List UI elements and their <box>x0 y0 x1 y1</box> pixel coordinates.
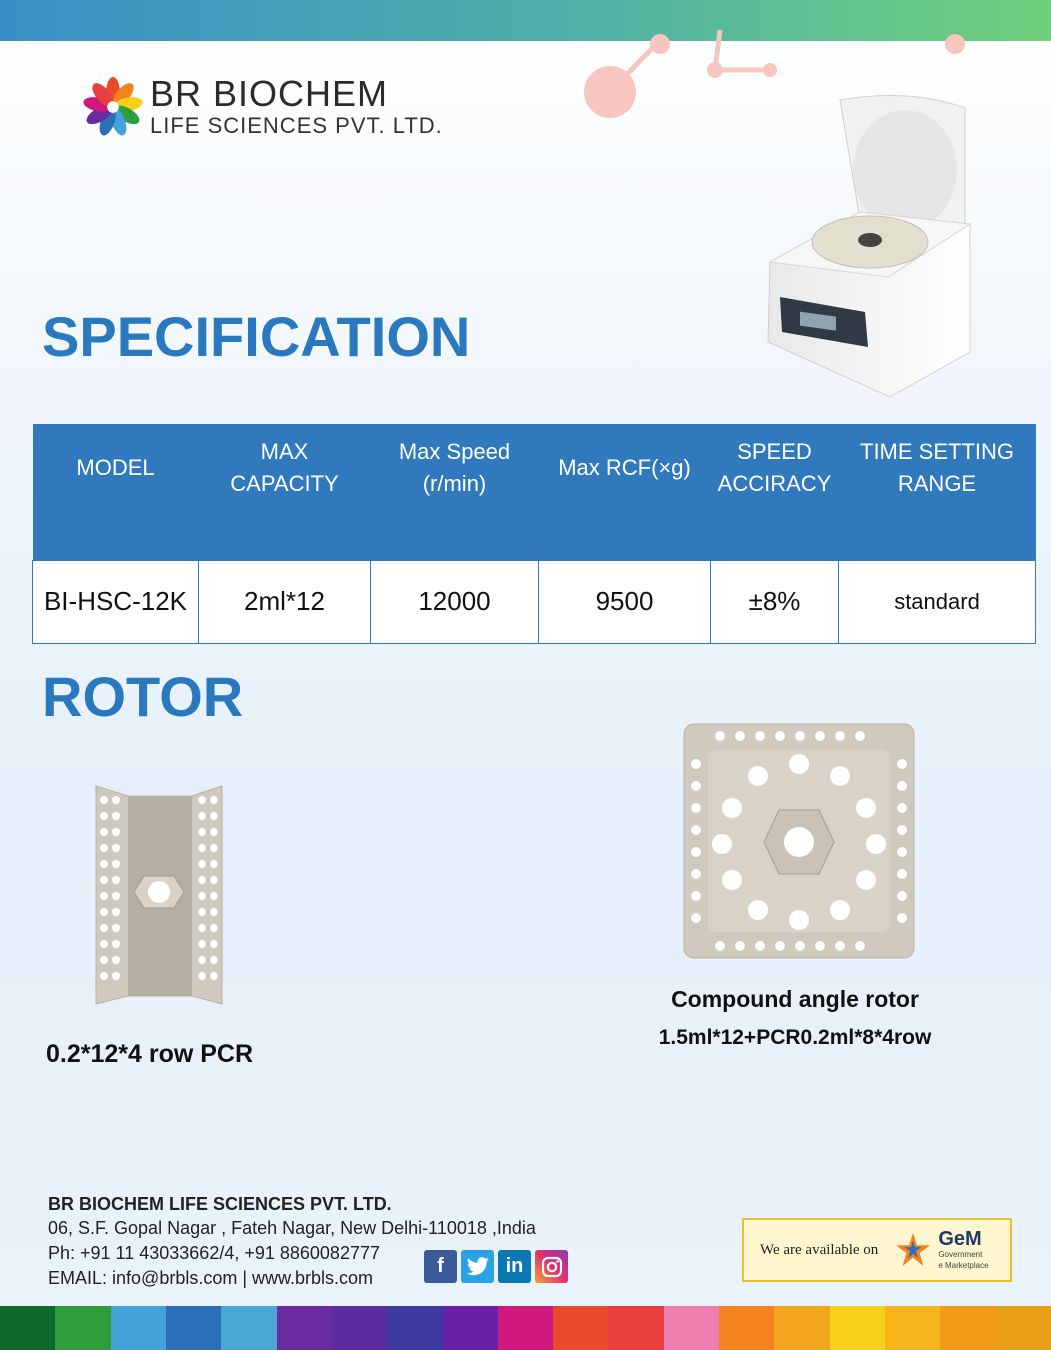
color-strip-segment <box>55 1306 110 1350</box>
cell-rcf: 9500 <box>539 560 711 643</box>
header-max-speed: Max Speed (r/min) <box>371 424 539 560</box>
color-strip-segment <box>940 1306 995 1350</box>
color-strip-segment <box>498 1306 553 1350</box>
footer-company: BR BIOCHEM LIFE SCIENCES PVT. LTD. <box>48 1194 392 1214</box>
compound-rotor-caption: Compound angle rotor <box>671 986 919 1012</box>
pinwheel-logo-icon <box>82 76 144 138</box>
color-strip-segment <box>774 1306 829 1350</box>
cell-accuracy: ±8% <box>711 560 839 643</box>
twitter-icon[interactable] <box>461 1250 494 1283</box>
cell-model: BI-HSC-12K <box>33 560 199 643</box>
compound-rotor-image <box>680 720 918 962</box>
table-row <box>33 560 1036 643</box>
compound-rotor-detail: 1.5ml*12+PCR0.2ml*8*4row <box>658 1026 932 1049</box>
facebook-icon[interactable]: f <box>424 1250 457 1283</box>
spec-header-row <box>33 424 1036 560</box>
brand-title: BR BIOCHEM <box>150 73 389 114</box>
header-model: MODEL <box>33 424 199 560</box>
color-strip-segment <box>553 1306 608 1350</box>
bottom-color-strip <box>0 1306 1051 1350</box>
color-strip-segment <box>664 1306 719 1350</box>
linkedin-icon[interactable]: in <box>498 1250 531 1283</box>
social-links <box>424 1250 568 1283</box>
header-time-setting: TIME SETTING RANGE <box>839 424 1036 560</box>
gem-availability-text: We are available on <box>760 1241 879 1258</box>
color-strip-segment <box>443 1306 498 1350</box>
color-strip-segment <box>830 1306 885 1350</box>
footer-address: 06, S.F. Gopal Nagar , Fateh Nagar, New Delhi-110018 ,India <box>48 1218 536 1238</box>
color-strip-segment <box>166 1306 221 1350</box>
cell-speed: 12000 <box>371 560 539 643</box>
gem-star-logo-icon <box>894 1231 932 1269</box>
color-strip-segment <box>719 1306 774 1350</box>
color-strip-segment <box>996 1306 1051 1350</box>
header-speed-accuracy: SPEED ACCIRACY <box>711 424 839 560</box>
header-max-capacity: MAX CAPACITY <box>199 424 371 560</box>
specification-heading: SPECIFICATION <box>42 305 471 368</box>
gem-badge[interactable] <box>742 1218 1012 1282</box>
specification-table <box>32 424 1036 644</box>
color-strip-segment <box>111 1306 166 1350</box>
header-max-rcf: Max RCF(×g) <box>539 424 711 560</box>
color-strip-segment <box>387 1306 442 1350</box>
color-strip-segment <box>885 1306 940 1350</box>
footer-phone: Ph: +91 11 43033662/4, +91 8860082777 <box>48 1243 380 1263</box>
pcr-rotor-caption: 0.2*12*4 row PCR <box>46 1040 254 1068</box>
gem-brand: GeM Government e Marketplace <box>938 1228 989 1270</box>
brand-logo <box>82 73 443 138</box>
color-strip-segment <box>277 1306 332 1350</box>
color-strip-segment <box>0 1306 55 1350</box>
centrifuge-product-image <box>760 92 980 402</box>
rotor-heading: ROTOR <box>42 665 244 728</box>
color-strip-segment <box>608 1306 663 1350</box>
color-strip-segment <box>332 1306 387 1350</box>
instagram-icon[interactable] <box>535 1250 568 1283</box>
brand-subtitle: LIFE SCIENCES PVT. LTD. <box>150 113 443 138</box>
color-strip-segment <box>221 1306 276 1350</box>
cell-capacity: 2ml*12 <box>199 560 371 643</box>
pcr-rotor-image <box>92 782 226 1010</box>
footer-email-web: EMAIL: info@brbls.com | www.brbls.com <box>48 1268 374 1288</box>
cell-time-setting: standard <box>839 560 1036 643</box>
